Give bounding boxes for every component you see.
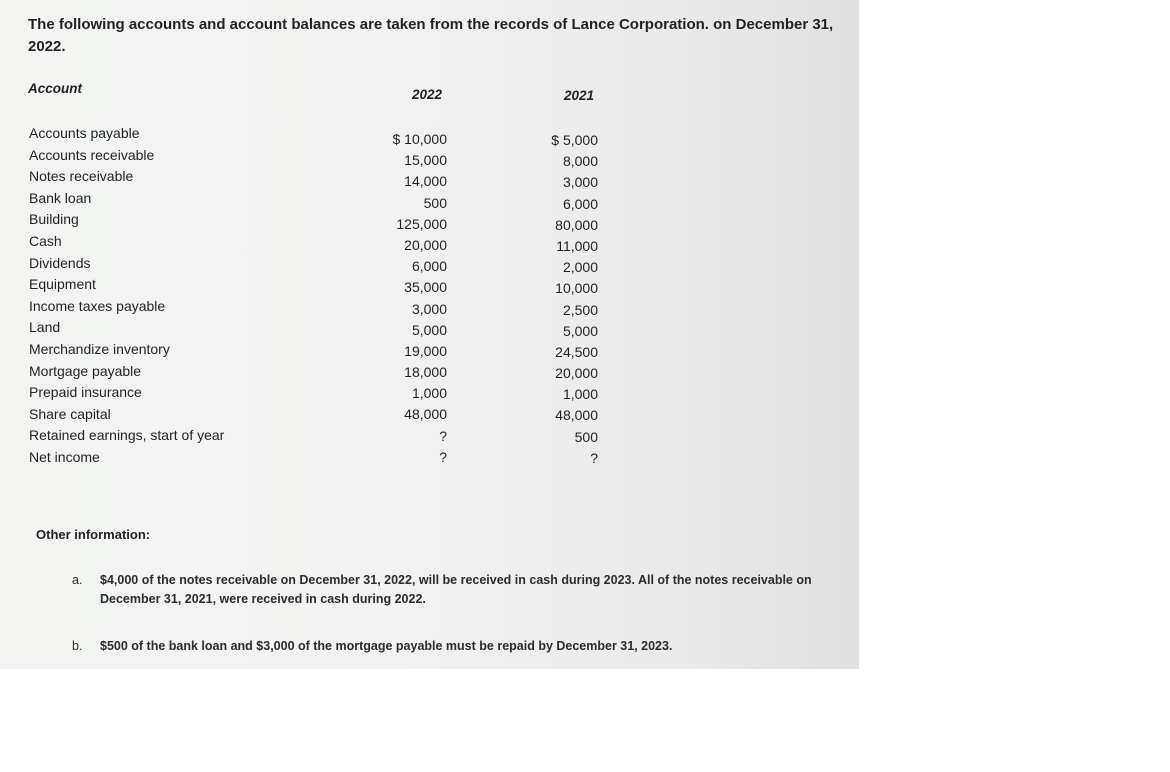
note-a: [72, 571, 820, 609]
value-2022: 6,000: [411, 258, 447, 275]
value-2022: 19,000: [404, 342, 447, 359]
value-2021: 24,500: [555, 343, 598, 360]
account-name: Accounts payable: [29, 125, 140, 141]
column-2022-values: [370, 129, 447, 468]
value-2021: 1,000: [562, 386, 598, 403]
account-list: [29, 123, 224, 469]
intro-text: The following accounts and account balances are taken from the records of Lance Corporation. on December 31, 2022.: [28, 16, 834, 55]
value-2022: 1,000: [411, 385, 447, 402]
other-information-title: Other information:: [36, 527, 151, 542]
note-marker: b.: [72, 639, 83, 653]
value-2022: 5,000: [411, 321, 447, 338]
value-2022: 18,000: [404, 364, 447, 381]
value-2021: 2,000: [562, 259, 598, 276]
value-2021: 6,000: [562, 195, 598, 212]
value-2022: 14,000: [404, 173, 447, 190]
value-2022: 125,000: [396, 215, 447, 232]
value-2021: ?: [590, 449, 598, 466]
account-name: Land: [29, 319, 61, 336]
header-2022: 2022: [412, 87, 443, 102]
value-2021: 2,500: [562, 301, 598, 318]
value-2022: 500: [423, 194, 447, 211]
note-marker: a.: [72, 573, 83, 587]
value-2022: 20,000: [404, 236, 447, 253]
account-name: Building: [29, 211, 79, 228]
account-name: Net income: [29, 448, 100, 465]
value-2021: 11,000: [556, 237, 598, 254]
header-account: Account: [28, 81, 82, 96]
note-b: [72, 637, 820, 656]
value-2022: 15,000: [404, 152, 447, 169]
value-2021: 80,000: [555, 216, 598, 233]
account-name: Mortgage payable: [29, 362, 142, 379]
value-2021: 20,000: [555, 365, 598, 382]
value-2021: 3,000: [562, 174, 598, 191]
account-name: Cash: [29, 232, 62, 249]
note-text: $4,000 of the notes receivable on December 31, 2022, will be received in cash during 2023. All of the notes receivable on December 31, 2021, were received in cash during 2022.: [100, 573, 812, 606]
value-2021: $ 5,000: [551, 132, 598, 148]
value-2022: 48,000: [404, 406, 447, 423]
value-2021: 500: [574, 428, 598, 445]
value-2022: $ 10,000: [392, 131, 447, 147]
account-name: Notes receivable: [29, 168, 134, 185]
header-2021: 2021: [564, 88, 595, 103]
account-name: Income taxes payable: [29, 297, 166, 314]
column-2021-values: [520, 130, 598, 469]
account-name: Accounts receivable: [29, 146, 155, 163]
note-text: $500 of the bank loan and $3,000 of the mortgage payable must be repaid by December 31, 2023.: [100, 639, 673, 653]
value-2022: 35,000: [404, 279, 447, 296]
account-name: Bank loan: [29, 189, 92, 206]
account-name: Equipment: [29, 276, 96, 293]
value-2021: 10,000: [555, 280, 598, 297]
value-2022: 3,000: [411, 300, 447, 317]
value-2022: ?: [439, 427, 447, 444]
value-2022: ?: [439, 448, 447, 465]
account-name: Merchandize inventory: [29, 340, 170, 357]
account-name: Retained earnings, start of year: [29, 427, 225, 444]
account-name: Share capital: [29, 405, 111, 422]
account-name: Dividends: [29, 254, 91, 271]
value-2021: 8,000: [562, 153, 598, 170]
account-name: Prepaid insurance: [29, 384, 142, 401]
value-2021: 48,000: [555, 407, 598, 424]
value-2021: 5,000: [562, 322, 598, 339]
